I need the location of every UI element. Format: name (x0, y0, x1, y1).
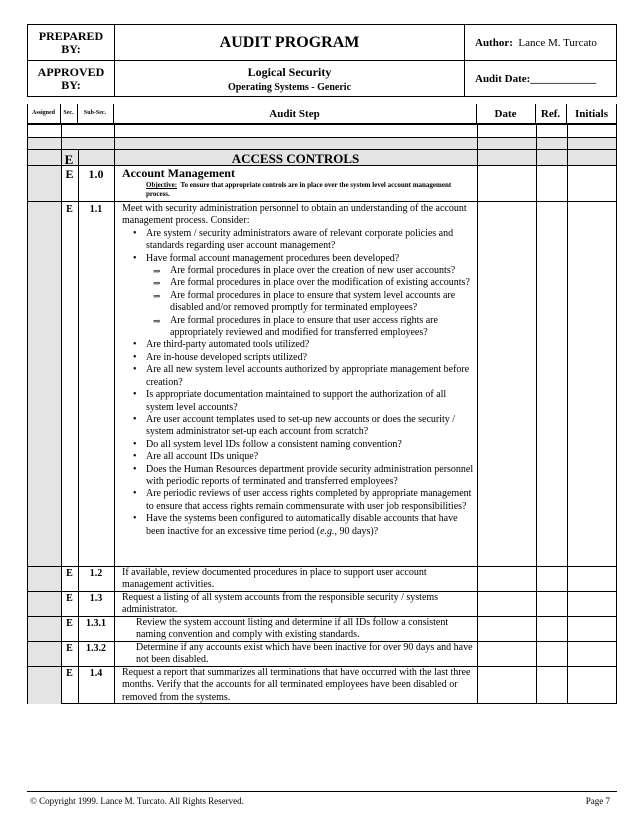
audit-step-1-3: Request a listing of all system accounts from the responsible security / systems administrator. (122, 592, 439, 616)
consider-list-continued (122, 339, 476, 538)
list-item: • Is appropriate documentation maintained to support the authorization of all system level accounts? (122, 389, 476, 414)
account-management-title: Account Management (122, 166, 235, 180)
list-item-text: , 90 days)? (334, 525, 379, 537)
divider (28, 201, 616, 202)
col-audit-step: Audit Step (269, 108, 320, 120)
list-item: • Do all system level IDs follow a consistent naming convention? (122, 439, 476, 451)
author-label: Author: (475, 36, 513, 49)
row-number: 1.2 (89, 568, 103, 579)
col-subsec: Sub-Sec. (83, 110, 107, 116)
row-number: 1.3.2 (86, 643, 106, 654)
list-item: • Are user account templates used to set-up new accounts or does the security / system administrator set-up each account from scratch? (122, 414, 476, 439)
list-item (122, 513, 476, 538)
row-number: 1.3 (89, 593, 103, 604)
subtitle-cell (115, 61, 465, 97)
document-title: AUDIT PROGRAM (115, 25, 465, 61)
list-item: • Are in-house developed scripts utilized? (122, 352, 476, 364)
col-assigned: Assigned (31, 110, 55, 116)
audit-step-1-2: If available, review documented procedures in place to support user account management activities. (122, 567, 427, 591)
list-item: • Does the Human Resources department provide security administration personnel with periodic reports of terminated and transferred employees? (122, 464, 476, 489)
list-item: • Are all new system level accounts authorized by appropriate management before creation? (122, 364, 476, 389)
consider-list (122, 228, 476, 265)
col-date: Date (494, 108, 517, 120)
list-item: ⇒ Are formal procedures in place to ensure that system level accounts are disabled and/or removed promptly for terminated employees? (122, 290, 476, 315)
subtitle: Logical Security (247, 64, 332, 79)
row-number: 1.4 (89, 668, 103, 679)
row-code: E (66, 668, 73, 679)
objective-text: To ensure that appropriate controls are in place over the system level account management process. (146, 181, 452, 198)
col-initials: Initials (574, 108, 608, 120)
step-intro: Meet with security administration personnel to obtain an understanding of the account management process. Consider: (122, 203, 467, 227)
row-code: E (66, 618, 73, 629)
audit-date-label: Audit Date:____________ (465, 61, 617, 97)
row-code: E (66, 643, 73, 654)
subsubtitle: Operating Systems - Generic (227, 81, 352, 93)
row-number: 1.1 (89, 204, 103, 215)
audit-header (27, 24, 617, 97)
row-code: E (66, 568, 73, 579)
row-code: E (66, 204, 73, 215)
divider (28, 149, 616, 150)
approved-by-label: APPROVED BY: (28, 61, 115, 97)
list-item: • Are all account IDs unique? (122, 451, 476, 463)
row-number: 1.0 (88, 167, 104, 181)
audit-step-1-3-2: Determine if any accounts exist which have been inactive for over 90 days and have not been disabled. (136, 642, 473, 666)
objective-label: Objective: (146, 181, 178, 189)
row-code: E (65, 167, 74, 181)
row-code: E (66, 593, 73, 604)
prepared-by-label: PREPARED BY: (28, 25, 115, 61)
copyright: © Copyright 1999. Lance M. Turcato. All Rights Reserved. (30, 796, 244, 806)
row-number: 1.3.1 (86, 618, 106, 629)
list-item: • Are periodic reviews of user access rights completed by appropriate management to ensure that access rights remain commensurate with user job responsibilities? (122, 488, 476, 513)
list-item-text: e.g. (320, 525, 335, 537)
audit-step-1-3-1: Review the system account listing and determine if all IDs follow a consistent naming convention and comply with existing standards. (136, 617, 449, 641)
audit-steps-grid (27, 124, 617, 704)
divider (28, 137, 616, 138)
list-item-text: Have the systems been configured to automatically disable accounts that have been inactive for an excessive time period ( (146, 513, 458, 537)
col-ref: Ref. (540, 108, 561, 120)
objective (146, 181, 471, 199)
page-number: Page 7 (585, 796, 610, 806)
author-cell (465, 25, 617, 61)
list-item: ⇒ Are formal procedures in place over the modification of existing accounts? (122, 277, 476, 289)
col-sec: Sec. (63, 110, 74, 116)
procedures-sublist (122, 265, 476, 339)
assigned-column-shade (28, 166, 61, 704)
list-item: ⇒ Are formal procedures in place to ensure that user access rights are appropriately reviewed and modified for transferred employees? (122, 315, 476, 340)
list-item: • Have formal account management procedures been developed? (122, 253, 476, 265)
list-item: ⇒ Are formal procedures in place over the creation of new user accounts? (122, 265, 476, 277)
section-title: ACCESS CONTROLS (231, 151, 360, 166)
footer-divider (27, 791, 617, 792)
list-item: • Are system / security administrators aware of relevant corporate policies and standards regarding user account management? (122, 228, 476, 253)
audit-step-1-1 (122, 203, 476, 538)
section-code: E (64, 152, 74, 167)
list-item: • Are third-party automated tools utilized? (122, 339, 476, 351)
audit-step-1-4: Request a report that summarizes all terminations that have occurred with the last three months. Verify that the accounts for all terminated employees have been disabled or removed from the systems. (122, 667, 471, 703)
author-name: Lance M. Turcato (518, 36, 597, 49)
